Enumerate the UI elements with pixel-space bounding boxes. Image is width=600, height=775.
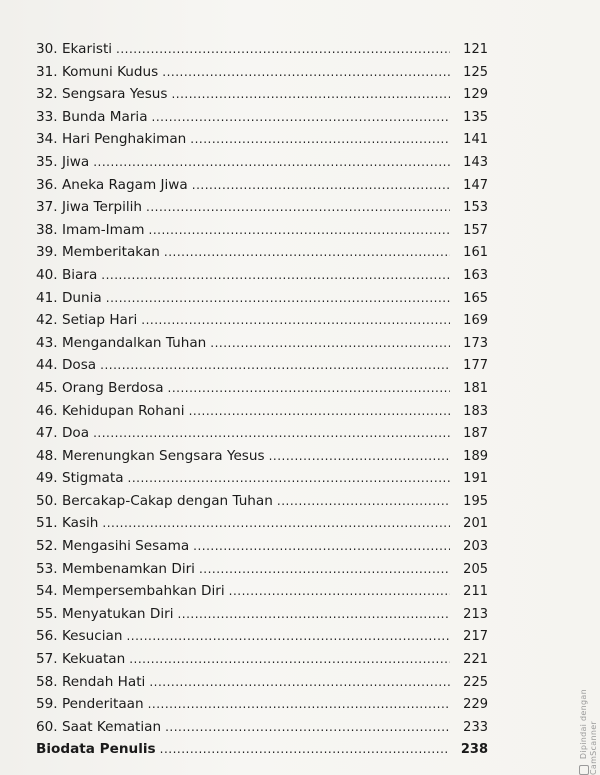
toc-entry-page: 203	[463, 539, 488, 555]
dot-leader	[146, 196, 450, 219]
toc-entry	[36, 264, 488, 287]
toc-entry	[36, 287, 488, 310]
toc-entry-page: 233	[463, 719, 488, 735]
dot-leader	[102, 512, 450, 535]
toc-entry-page: 173	[463, 335, 488, 351]
toc-entry	[36, 61, 488, 84]
toc-entry-page: 195	[463, 493, 488, 509]
toc-entry-page: 165	[463, 290, 488, 306]
toc-entry-title: 36. Aneka Ragam Jiwa	[36, 176, 188, 193]
toc-entry-title: 34. Hari Penghakiman	[36, 131, 187, 148]
toc-entry-title: 44. Dosa	[36, 357, 97, 374]
toc-entry-title: 48. Merenungkan Sengsara Yesus	[36, 447, 265, 464]
toc-entry-title: 40. Biara	[36, 266, 98, 283]
toc-entry-title: 43. Mengandalkan Tuhan	[36, 334, 207, 351]
toc-entry-title: 31. Komuni Kudus	[36, 63, 159, 80]
toc-entry-page: 143	[463, 154, 488, 170]
toc-entry-page: 153	[463, 200, 488, 216]
toc-entry-title: 56. Kesucian	[36, 628, 123, 645]
toc-entry	[36, 512, 488, 535]
dot-leader	[171, 83, 450, 106]
dot-leader	[93, 151, 450, 174]
toc-entry-page: 177	[463, 358, 488, 374]
toc-entry-page: 221	[463, 652, 488, 668]
dot-leader	[192, 174, 450, 197]
toc-entry	[36, 38, 488, 61]
toc-entry-page: 129	[463, 87, 488, 103]
dot-leader	[210, 332, 450, 355]
watermark-text: Dipindai dengan CamScanner	[579, 689, 598, 775]
toc-entry-title: 46. Kehidupan Rohani	[36, 402, 185, 419]
dot-leader	[149, 219, 451, 242]
toc-entry-title: 33. Bunda Maria	[36, 108, 148, 125]
toc-entry-title: 30. Ekaristi	[36, 41, 113, 57]
toc-entry-page: 163	[463, 267, 488, 283]
toc-entry-page: 211	[463, 584, 488, 600]
toc-entry-title: 60. Saat Kematian	[36, 718, 162, 735]
toc-entry-biodata	[36, 738, 488, 761]
toc-entry	[36, 580, 488, 603]
dot-leader	[277, 490, 450, 513]
dot-leader	[116, 38, 450, 61]
toc-entry-page: 229	[463, 697, 488, 713]
toc-entry-title: 42. Setiap Hari	[36, 312, 138, 329]
toc-entry-title: 53. Membenamkan Diri	[36, 560, 195, 577]
toc-entry-title: 58. Rendah Hati	[36, 673, 146, 690]
dot-leader	[126, 625, 450, 648]
toc-entry	[36, 83, 488, 106]
toc-entry-title: 57. Kekuatan	[36, 651, 126, 668]
toc-entry-page: 213	[463, 606, 488, 622]
toc-entry-title: 39. Memberitakan	[36, 244, 160, 261]
toc-entry-page: 181	[463, 380, 488, 396]
toc-entry	[36, 490, 488, 513]
dot-leader	[193, 535, 450, 558]
toc-entry	[36, 716, 488, 739]
toc-entry	[36, 196, 488, 219]
dot-leader	[128, 467, 450, 490]
toc-entry-page: 187	[463, 426, 488, 442]
toc-entry	[36, 671, 488, 694]
toc-entry-page: 121	[463, 42, 488, 57]
toc-entry-title: 32. Sengsara Yesus	[36, 86, 168, 103]
toc-entry	[36, 332, 488, 355]
dot-leader	[149, 671, 450, 694]
toc-entry-page: 238	[460, 742, 488, 758]
toc-entry	[36, 400, 488, 423]
toc-entry-page: 125	[463, 64, 488, 80]
toc-entry-title: 47. Doa	[36, 425, 90, 442]
toc-entry-title: 45. Orang Berdosa	[36, 379, 164, 396]
dot-leader	[168, 377, 450, 400]
toc-entry	[36, 106, 488, 129]
dot-leader	[269, 445, 450, 468]
toc-entry-title: 41. Dunia	[36, 289, 102, 306]
dot-leader	[199, 558, 450, 581]
toc-entry-title: 50. Bercakap-Cakap dengan Tuhan	[36, 492, 273, 509]
toc-entry-title: Biodata Penulis	[36, 741, 156, 758]
toc-entry-title: 54. Mempersembahkan Diri	[36, 583, 225, 600]
toc-entry	[36, 377, 488, 400]
toc-entry-page: 169	[463, 313, 488, 329]
toc-entry-page: 183	[463, 403, 488, 419]
dot-leader	[152, 106, 450, 129]
toc-entry	[36, 625, 488, 648]
toc-entry-page: 217	[463, 629, 488, 645]
toc-entry-page: 147	[463, 177, 488, 193]
toc-entry-title: 55. Menyatukan Diri	[36, 605, 174, 622]
dot-leader	[177, 603, 450, 626]
toc-entry	[36, 467, 488, 490]
dot-leader	[93, 422, 450, 445]
toc-entry	[36, 648, 488, 671]
toc-entry-title: 37. Jiwa Terpilih	[36, 199, 143, 216]
toc-entry-title: 49. Stigmata	[36, 470, 124, 487]
toc-entry-page: 141	[463, 132, 488, 148]
dot-leader	[100, 354, 450, 377]
dot-leader	[129, 648, 450, 671]
toc-entry-page: 225	[463, 674, 488, 690]
table-of-contents	[36, 38, 488, 761]
toc-entry-page: 157	[463, 222, 488, 238]
toc-entry	[36, 535, 488, 558]
dot-leader	[229, 580, 450, 603]
toc-entry-page: 135	[463, 109, 488, 125]
toc-entry-page: 161	[463, 245, 488, 261]
dot-leader	[160, 738, 450, 761]
toc-entry	[36, 558, 488, 581]
dot-leader	[148, 693, 450, 716]
toc-entry-title: 52. Mengasihi Sesama	[36, 538, 190, 555]
toc-entry	[36, 693, 488, 716]
toc-entry-title: 38. Imam-Imam	[36, 221, 145, 238]
dot-leader	[164, 241, 450, 264]
camscanner-icon	[579, 765, 589, 775]
toc-entry	[36, 174, 488, 197]
toc-entry	[36, 445, 488, 468]
toc-entry	[36, 128, 488, 151]
dot-leader	[162, 61, 450, 84]
dot-leader	[101, 264, 450, 287]
dot-leader	[190, 128, 450, 151]
dot-leader	[165, 716, 450, 739]
dot-leader	[189, 400, 450, 423]
toc-entry-page: 201	[463, 516, 488, 532]
toc-entry-title: 35. Jiwa	[36, 153, 90, 170]
toc-entry	[36, 151, 488, 174]
toc-entry-page: 191	[463, 471, 488, 487]
toc-entry	[36, 219, 488, 242]
toc-entry	[36, 603, 488, 626]
toc-entry-title: 51. Kasih	[36, 515, 99, 532]
toc-entry-title: 59. Penderitaan	[36, 696, 144, 713]
toc-entry-page: 189	[463, 448, 488, 464]
dot-leader	[106, 287, 450, 310]
toc-entry	[36, 354, 488, 377]
toc-entry	[36, 309, 488, 332]
dot-leader	[141, 309, 450, 332]
toc-entry-page: 205	[463, 561, 488, 577]
scanner-watermark	[579, 640, 598, 775]
toc-entry	[36, 422, 488, 445]
toc-entry	[36, 241, 488, 264]
